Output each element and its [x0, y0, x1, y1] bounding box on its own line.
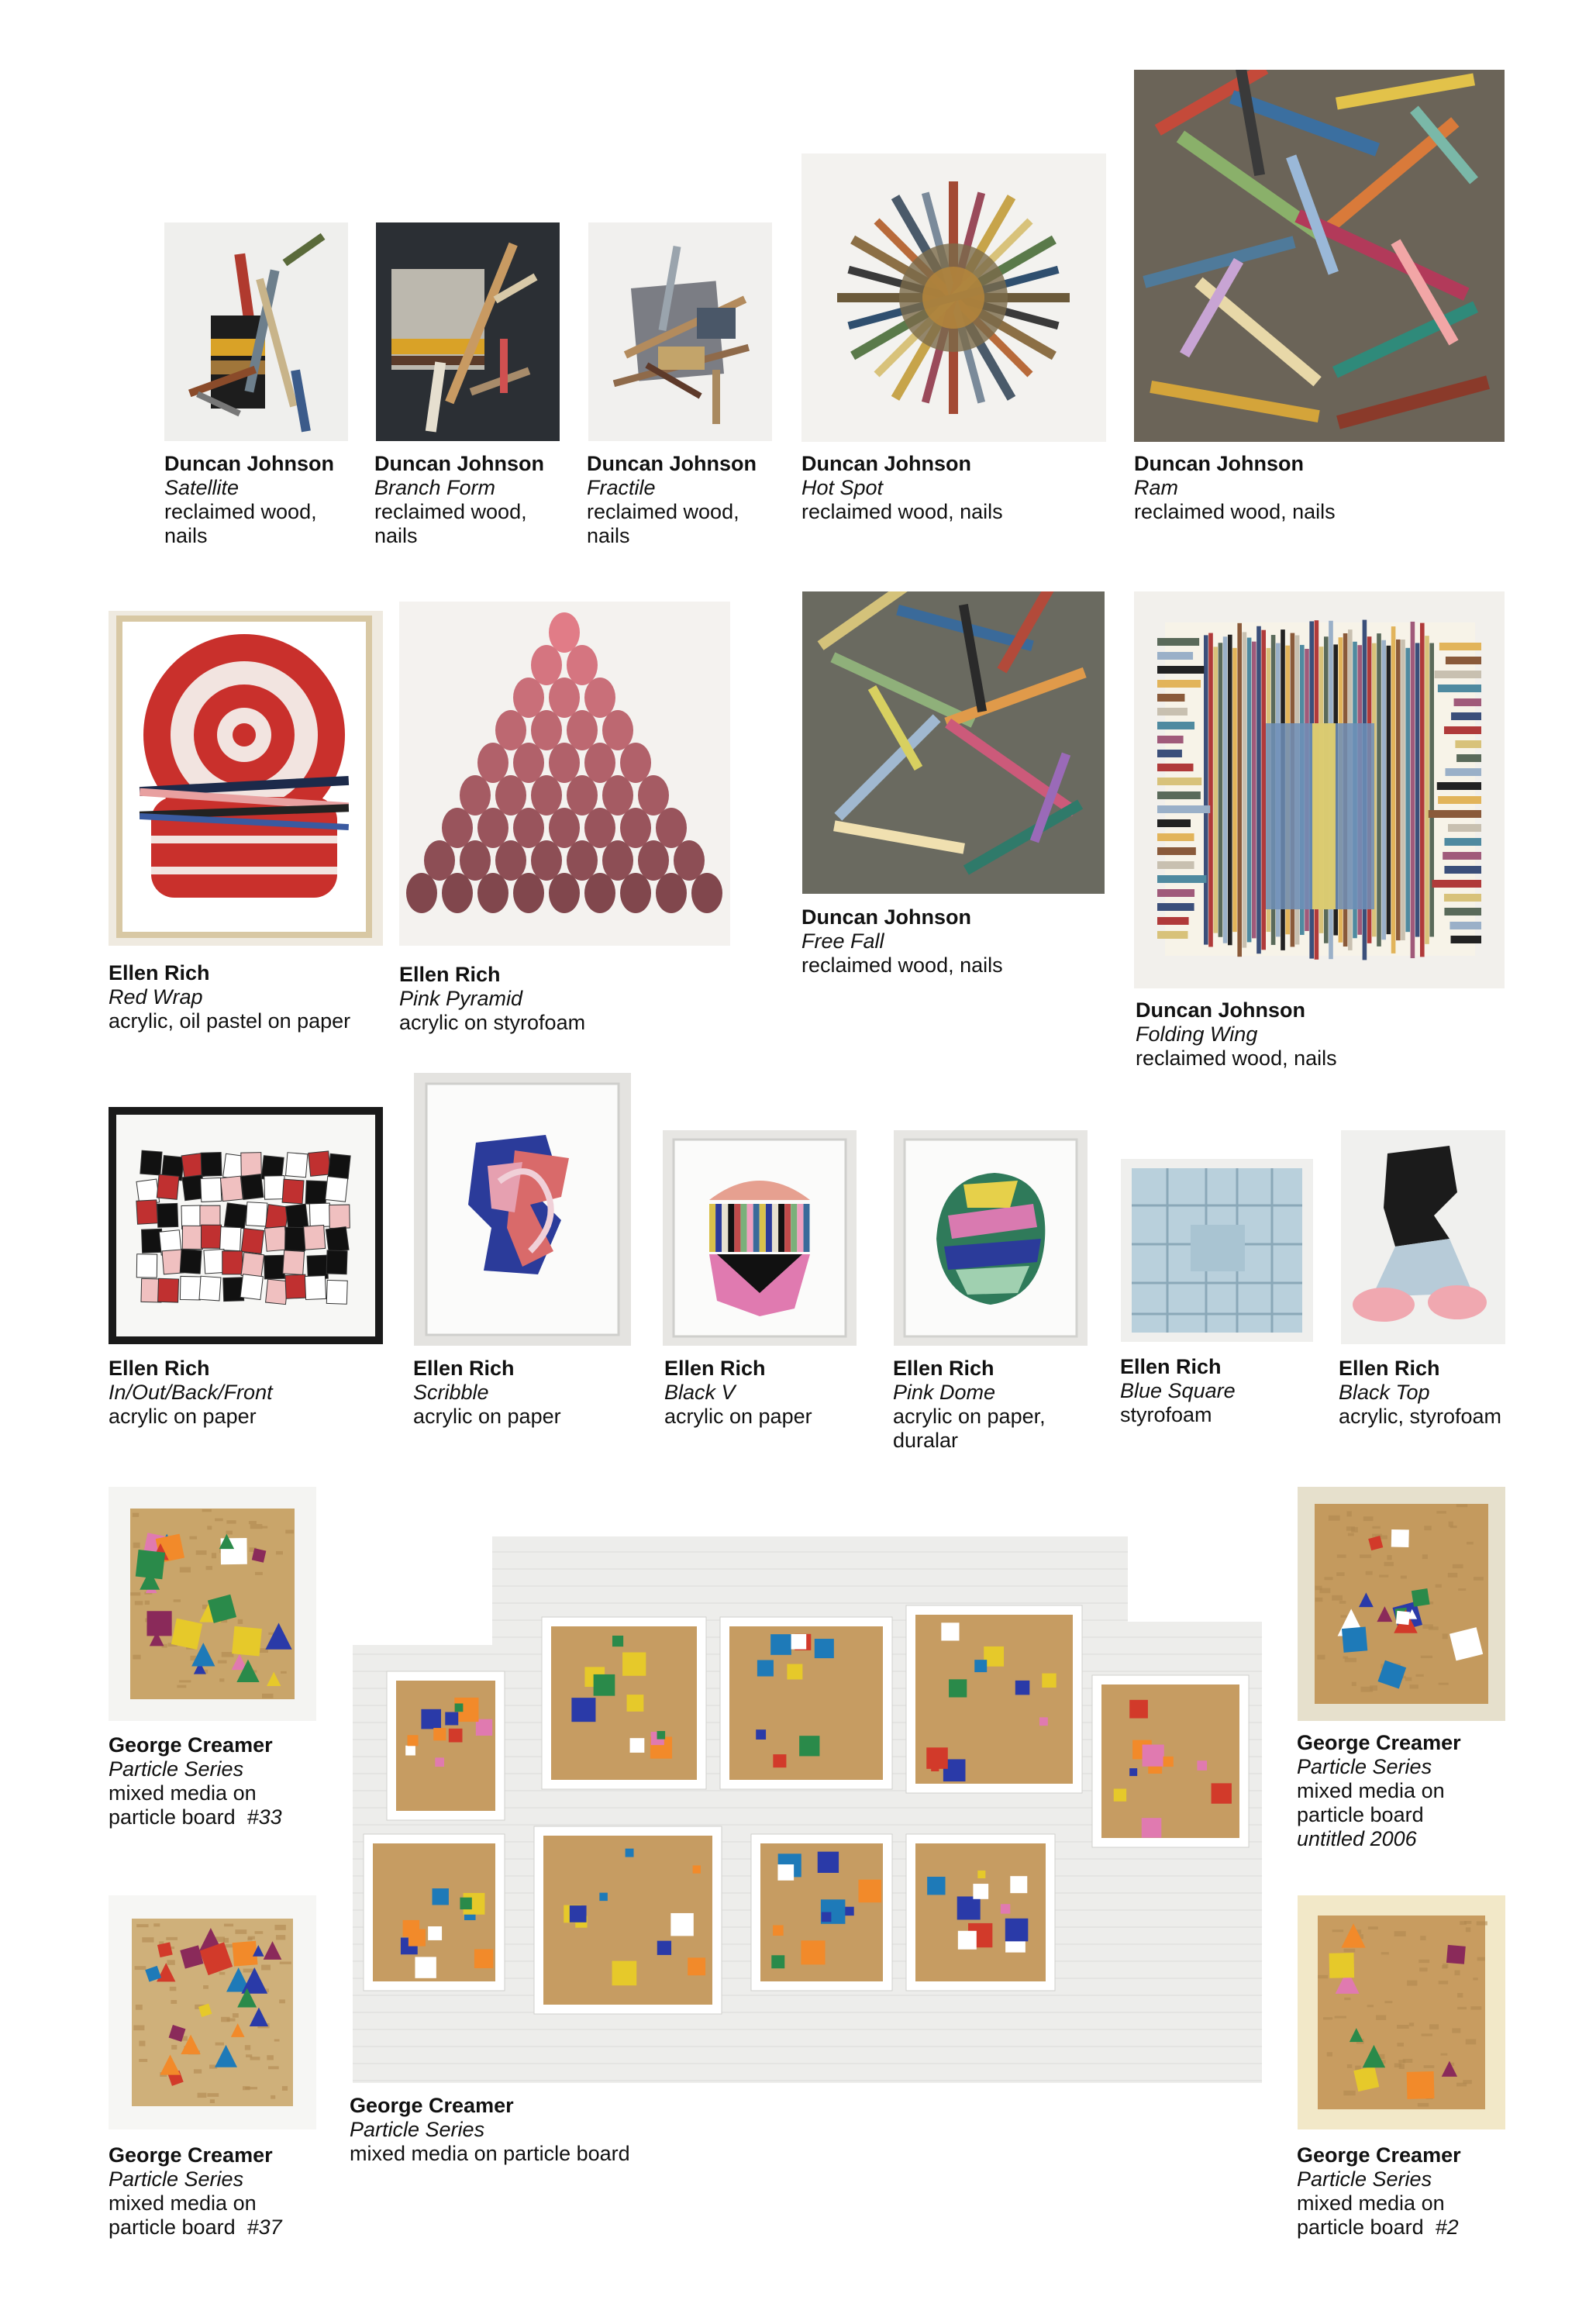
artwork-medium: reclaimed wood,: [164, 500, 317, 523]
artwork-title: Ram: [1134, 476, 1179, 499]
artwork-image-free-fall: [802, 591, 1105, 894]
artwork-medium: reclaimed wood, nails: [1134, 500, 1336, 523]
artwork-image-black-top: [1341, 1130, 1505, 1344]
artwork-medium: reclaimed wood, nails: [1136, 1047, 1337, 1070]
artist-name: George Creamer: [1297, 1731, 1461, 1754]
artwork-title: Blue Square: [1120, 1379, 1236, 1402]
artwork-image-blue-square: [1121, 1159, 1313, 1342]
artwork-title: Particle Series: [1297, 2167, 1432, 2191]
artwork-medium-cont: nails: [164, 524, 208, 547]
artwork-title: Hot Spot: [801, 476, 884, 499]
artwork-title: Pink Dome: [893, 1381, 996, 1404]
artwork-image-pink-pyramid: [399, 602, 730, 946]
artist-name: Duncan Johnson: [587, 452, 757, 475]
artwork-image-in-out-back-front: [109, 1107, 383, 1344]
artwork-medium: styrofoam: [1120, 1403, 1212, 1426]
artwork-title: In/Out/Back/Front: [109, 1381, 273, 1404]
artwork-medium-cont: duralar: [893, 1429, 959, 1452]
artwork-image-particle-33: [109, 1487, 316, 1721]
artwork-title: Free Fall: [801, 929, 884, 953]
artwork-title: Particle Series: [1297, 1755, 1432, 1778]
artwork-medium-cont: particle board #33: [109, 1805, 282, 1829]
artwork-number: #37: [246, 2216, 282, 2239]
artwork-medium-cont: nails: [374, 524, 418, 547]
artist-name: Duncan Johnson: [164, 452, 335, 475]
artwork-title: Scribble: [413, 1381, 489, 1404]
artwork-number: untitled 2006: [1297, 1827, 1417, 1850]
artwork-image-branch-form: [376, 222, 560, 441]
artist-name: Duncan Johnson: [1134, 452, 1305, 475]
artwork-title: Particle Series: [109, 1757, 244, 1781]
artwork-medium: reclaimed wood, nails: [801, 500, 1003, 523]
artist-name: Ellen Rich: [1120, 1355, 1222, 1378]
artist-name: Ellen Rich: [664, 1357, 766, 1380]
artwork-title: Red Wrap: [109, 985, 203, 1009]
artwork-medium-cont: particle board #37: [109, 2216, 282, 2239]
artwork-image-red-wrap: [109, 611, 383, 946]
artist-name: Ellen Rich: [893, 1357, 994, 1380]
artwork-medium: acrylic on paper,: [893, 1405, 1046, 1428]
artwork-medium: reclaimed wood, nails: [801, 953, 1003, 977]
artwork-image-hot-spot: [801, 153, 1106, 442]
artwork-medium: mixed media on: [1297, 1779, 1445, 1802]
artwork-medium: mixed media on: [109, 2191, 257, 2215]
artwork-title: Folding Wing: [1136, 1022, 1258, 1046]
artwork-medium: acrylic on paper: [109, 1405, 257, 1428]
artist-name: Duncan Johnson: [374, 452, 545, 475]
artwork-image-ram: [1134, 70, 1505, 442]
artwork-medium: mixed media on: [109, 1781, 257, 1805]
artwork-medium: mixed media on particle board: [350, 2142, 630, 2165]
artist-name: Ellen Rich: [413, 1357, 515, 1380]
artwork-image-black-v: [663, 1130, 857, 1346]
artwork-medium: mixed media on: [1297, 2191, 1445, 2215]
artwork-image-particle-2: [1298, 1895, 1505, 2129]
artwork-image-particle-installation: [353, 1536, 1262, 2083]
artwork-title: Branch Form: [374, 476, 496, 499]
artwork-medium: acrylic on paper: [664, 1405, 812, 1428]
artwork-title: Satellite: [164, 476, 240, 499]
artist-name: Ellen Rich: [109, 1357, 210, 1380]
artist-name: Duncan Johnson: [1136, 998, 1306, 1022]
artwork-image-pink-dome: [894, 1130, 1088, 1346]
artist-name: Ellen Rich: [1339, 1357, 1440, 1380]
artwork-number: #33: [246, 1805, 282, 1829]
artwork-medium-cont: particle board: [1297, 1803, 1424, 1826]
artist-name: Duncan Johnson: [801, 452, 972, 475]
artwork-title: Pink Pyramid: [399, 987, 523, 1010]
artwork-image-particle-untitled-2006: [1298, 1487, 1505, 1721]
artwork-image-satellite: [164, 222, 348, 441]
artwork-medium: acrylic on paper: [413, 1405, 561, 1428]
artwork-title: Fractile: [587, 476, 656, 499]
artist-name: George Creamer: [1297, 2143, 1461, 2167]
artwork-title: Black V: [664, 1381, 736, 1404]
artist-name: Duncan Johnson: [801, 905, 972, 929]
artwork-number: #2: [1435, 2216, 1459, 2239]
artwork-image-folding-wing: [1134, 591, 1505, 988]
artwork-title: Particle Series: [109, 2167, 244, 2191]
artwork-medium-cont: nails: [587, 524, 630, 547]
artwork-image-particle-37: [109, 1895, 316, 2129]
artwork-title: Particle Series: [350, 2118, 485, 2141]
artist-name: Ellen Rich: [399, 963, 501, 986]
artist-name: George Creamer: [109, 1733, 273, 1757]
artwork-medium: acrylic on styrofoam: [399, 1011, 586, 1034]
artist-name: George Creamer: [109, 2143, 273, 2167]
artwork-medium-cont: particle board #2: [1297, 2216, 1459, 2239]
artist-name: Ellen Rich: [109, 961, 210, 984]
artwork-title: Black Top: [1339, 1381, 1430, 1404]
artwork-medium: acrylic, oil pastel on paper: [109, 1009, 351, 1033]
artwork-image-scribble: [414, 1073, 631, 1346]
artwork-medium: reclaimed wood,: [587, 500, 739, 523]
artwork-image-fractile: [588, 222, 772, 441]
artwork-medium: acrylic, styrofoam: [1339, 1405, 1502, 1428]
artist-name: George Creamer: [350, 2094, 514, 2117]
artwork-medium: reclaimed wood,: [374, 500, 527, 523]
